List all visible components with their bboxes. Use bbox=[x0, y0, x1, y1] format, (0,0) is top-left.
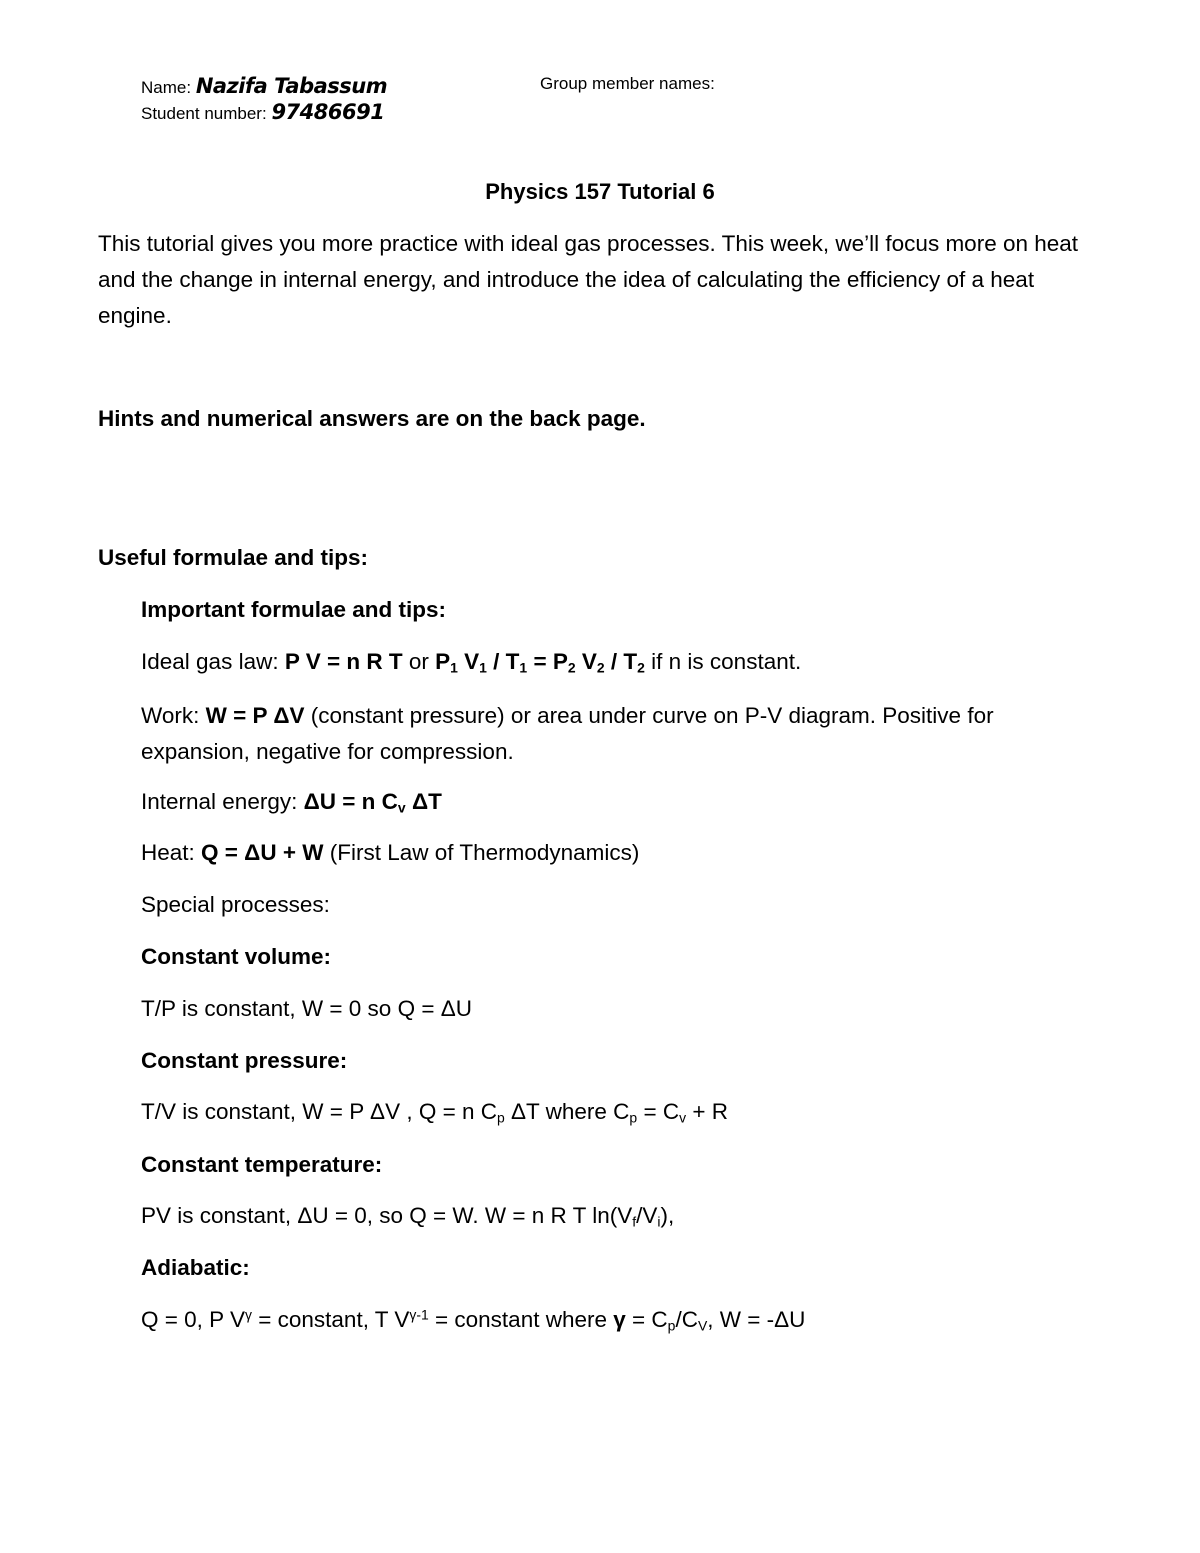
work-label: Work: bbox=[141, 703, 206, 728]
name-field bbox=[141, 74, 387, 98]
constant-volume-heading: Constant volume: bbox=[141, 944, 332, 969]
name-label: Name: bbox=[141, 78, 192, 97]
intro-paragraph: This tutorial gives you more practice with ideal gas processes. This week, we’ll focus more on heat and the change in internal energy, and introduce the idea of calculating the efficiency of a heat engine. bbox=[98, 231, 1079, 328]
hints-note: Hints and numerical answers are on the back page. bbox=[98, 406, 646, 431]
adiabatic-text: Q = 0, P $V^\gamma$ = constant, T $V^{\gamma-1}$ = constant where $\gamma = C_p/C_V$, W = -ΔU bbox=[141, 1306, 806, 1334]
adiabatic-heading: Adiabatic: bbox=[141, 1255, 250, 1280]
work-formula: W = P ΔV bbox=[205, 703, 305, 728]
ideal-gas-label: Ideal gas law: bbox=[141, 649, 285, 674]
heat-formula: Q = ΔU + W bbox=[201, 840, 324, 865]
combined-gas-formula: $P_1$ $V_1 / T_1 = P_2$ $V_2 / T_2$ bbox=[435, 649, 645, 676]
work-text: (constant pressure) or area under curve on P-V diagram. Positive for expansion, negative for compression. bbox=[141, 703, 994, 764]
ideal-gas-law-line bbox=[141, 649, 801, 675]
constant-temperature-heading: Constant temperature: bbox=[141, 1152, 383, 1177]
page-title: Physics 157 Tutorial 6 bbox=[485, 179, 715, 204]
student-number-value-handwritten: 97486691 bbox=[271, 100, 385, 124]
student-number-field bbox=[141, 100, 384, 124]
ideal-gas-or: or bbox=[402, 649, 436, 674]
constant-volume-text: T/P is constant, W = 0 so Q = ΔU bbox=[141, 996, 472, 1021]
group-member-label: Group member names: bbox=[540, 74, 715, 93]
ideal-gas-tail: if n is constant. bbox=[644, 649, 802, 674]
work-paragraph bbox=[141, 698, 1091, 770]
ideal-gas-formula: P V = n R T bbox=[284, 649, 403, 674]
heat-line bbox=[141, 840, 639, 866]
internal-energy-line bbox=[141, 789, 442, 815]
heat-text: (First Law of Thermodynamics) bbox=[323, 840, 640, 865]
name-value-handwritten: Nazifa Tabassum bbox=[195, 74, 388, 98]
heat-label: Heat: bbox=[141, 840, 202, 865]
student-number-label: Student number: bbox=[141, 104, 267, 123]
constant-temperature-text: PV is constant, ΔU = 0, so Q = W. W = n R T $\ln(V_f/V_i)$, bbox=[141, 1203, 675, 1230]
useful-formulae-heading: Useful formulae and tips: bbox=[98, 545, 369, 570]
internal-energy-formula: ΔU = n $C_v$ ΔT bbox=[303, 789, 442, 816]
important-formulae-heading: Important formulae and tips: bbox=[141, 597, 447, 622]
internal-energy-label: Internal energy: bbox=[141, 789, 304, 814]
special-processes-label: Special processes: bbox=[141, 892, 330, 917]
constant-pressure-heading: Constant pressure: bbox=[141, 1048, 348, 1073]
constant-pressure-text: T/V is constant, W = P ΔV , Q = n $C_p$ ΔT where $C_p = C_v + R$ bbox=[141, 1099, 728, 1126]
